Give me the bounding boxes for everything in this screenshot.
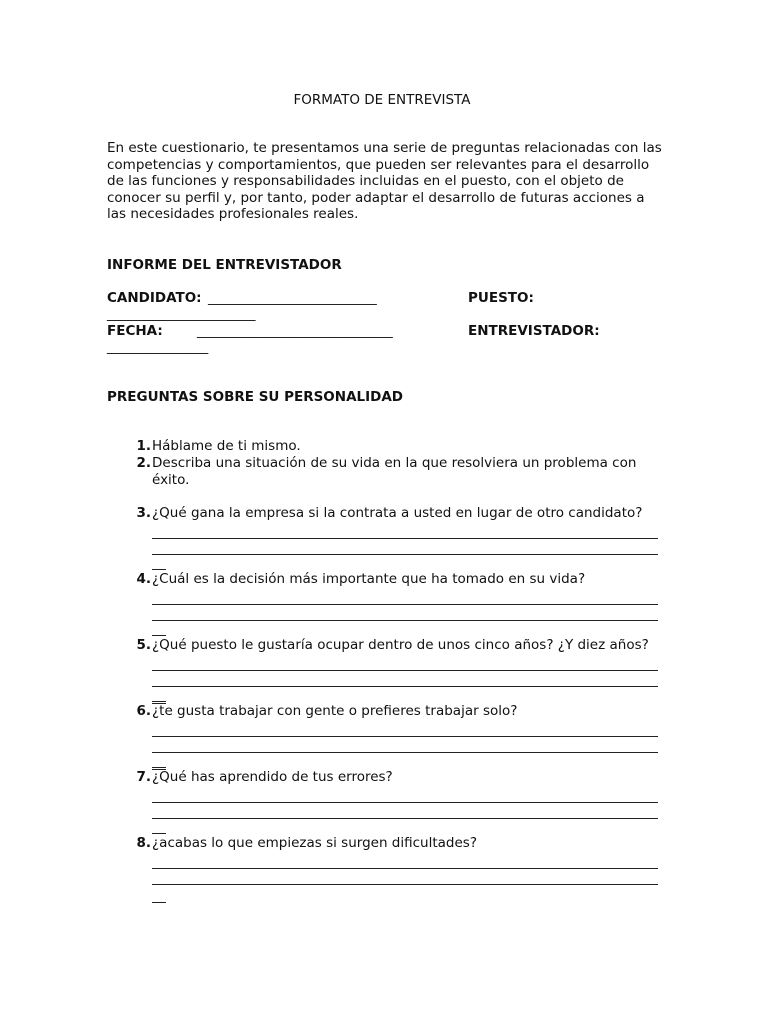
answer-line[interactable] xyxy=(152,539,658,556)
entrevistador-blank[interactable]: _______________ xyxy=(107,339,209,355)
question-text: ¿te gusta trabajar con gente o prefieres trabajar solo? xyxy=(152,703,518,719)
question-text: ¿Qué gana la empresa si la contrata a usted en lugar de otro candidato? xyxy=(152,505,643,521)
question-text: ¿acabas lo que empiezas si surgen dificultades? xyxy=(152,835,477,851)
question-number: 1. xyxy=(136,438,151,454)
intro-paragraph: En este cuestionario, te presentamos una serie de preguntas relacionadas con las competencias y comportamientos, que pueden ser relevantes para el desarrollo de las funciones y responsabilidades incluidas en el puesto, con el objeto de conocer su perfil y, por tanto, poder adaptar el desarrollo de futuras acciones a las necesidades profesionales reales. xyxy=(107,140,662,223)
answer-lines[interactable] xyxy=(152,852,658,885)
answer-line[interactable] xyxy=(152,654,658,671)
answer-line[interactable] xyxy=(152,605,658,622)
puesto-blank[interactable]: ______________________ xyxy=(107,306,256,322)
question-number: 8. xyxy=(136,835,151,851)
answer-line[interactable] xyxy=(152,588,658,605)
fecha-label: FECHA: xyxy=(107,323,163,339)
answer-line[interactable] xyxy=(152,737,658,754)
question-text: ¿Qué puesto le gustaría ocupar dentro de unos cinco años? ¿Y diez años? xyxy=(152,637,649,653)
candidato-label: CANDIDATO: xyxy=(107,290,202,306)
answer-line[interactable] xyxy=(152,869,658,886)
answer-line[interactable] xyxy=(152,852,658,869)
answer-line[interactable] xyxy=(152,803,658,820)
question-number: 4. xyxy=(136,571,151,587)
section-heading: PREGUNTAS SOBRE SU PERSONALIDAD xyxy=(107,389,404,405)
answer-lines[interactable] xyxy=(152,522,658,555)
question-number: 2. xyxy=(136,455,151,471)
answer-lines[interactable] xyxy=(152,720,658,753)
answer-lines[interactable] xyxy=(152,588,658,621)
question-text: ¿Qué has aprendido de tus errores? xyxy=(152,769,393,785)
answer-lines[interactable] xyxy=(152,786,658,819)
answer-line[interactable] xyxy=(152,522,658,539)
question-number: 5. xyxy=(136,637,151,653)
report-heading: INFORME DEL ENTREVISTADOR xyxy=(107,257,342,273)
candidato-blank[interactable]: _________________________ xyxy=(208,290,377,306)
answer-lines[interactable] xyxy=(152,654,658,687)
question-number: 6. xyxy=(136,703,151,719)
puesto-label: PUESTO: xyxy=(468,290,534,306)
line-stub xyxy=(152,901,166,903)
answer-line[interactable] xyxy=(152,720,658,737)
answer-line[interactable] xyxy=(152,786,658,803)
entrevistador-label: ENTREVISTADOR: xyxy=(468,323,600,339)
question-number: 3. xyxy=(136,505,151,521)
fecha-blank[interactable]: _____________________________ xyxy=(197,323,393,339)
question-text: Háblame de ti mismo. xyxy=(152,438,301,454)
document-title: FORMATO DE ENTREVISTA xyxy=(293,92,471,108)
question-text: Describa una situación de su vida en la que resolviera un problema con éxito. xyxy=(152,455,637,488)
question-number: 7. xyxy=(136,769,151,785)
answer-line[interactable] xyxy=(152,671,658,688)
question-text: ¿Cuál es la decisión más importante que ha tomado en su vida? xyxy=(152,571,586,587)
